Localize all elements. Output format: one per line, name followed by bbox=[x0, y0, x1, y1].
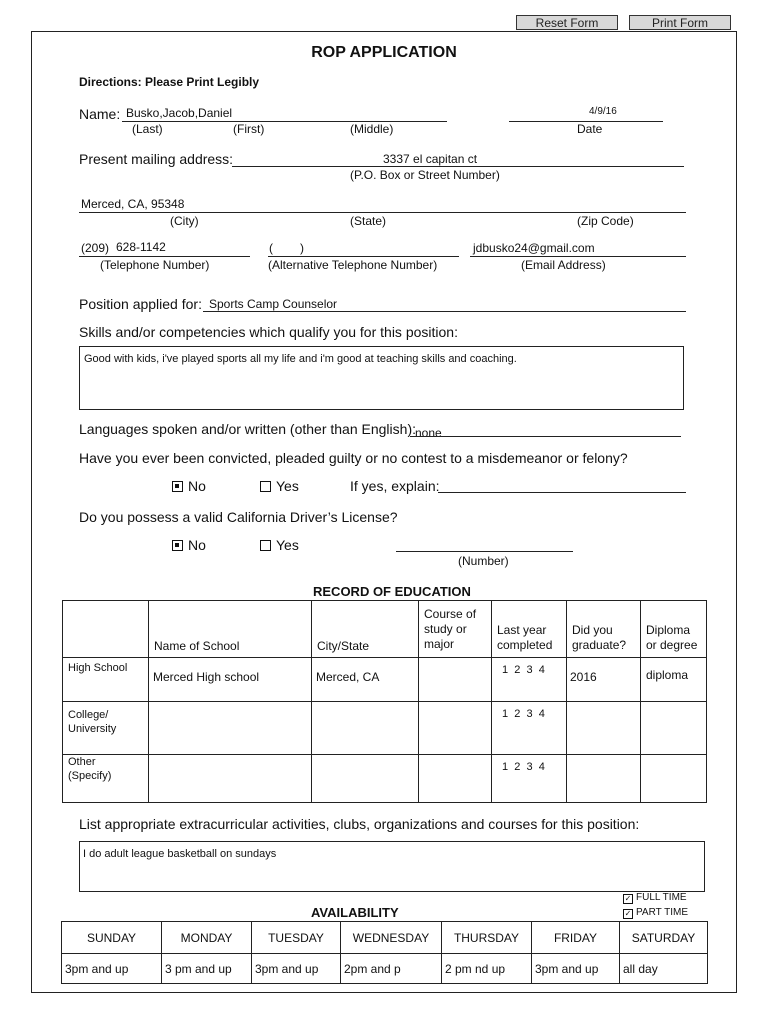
row-type: Other (Specify) bbox=[68, 756, 112, 782]
caption-date: Date bbox=[577, 122, 603, 136]
conviction-no-checkbox[interactable] bbox=[172, 481, 183, 492]
skills-textarea[interactable] bbox=[79, 346, 684, 410]
part-time-option[interactable]: ✓ PART TIME bbox=[624, 907, 689, 918]
day-saturday: SATURDAY bbox=[620, 922, 708, 954]
caption-first: (First) bbox=[233, 122, 265, 136]
name-label: Name: bbox=[79, 106, 121, 122]
city-state-input[interactable]: Merced, CA bbox=[316, 670, 380, 684]
languages-input[interactable]: none bbox=[415, 426, 442, 440]
activities-value: I do adult league basketball on sundays bbox=[83, 848, 277, 860]
time-sunday[interactable]: 3pm and up bbox=[62, 954, 162, 984]
activities-label: List appropriate extracurricular activities, clubs, organizations and courses for this position: bbox=[79, 816, 640, 832]
last-year-options[interactable]: 1 2 3 4 bbox=[502, 761, 545, 773]
table-row bbox=[63, 702, 707, 755]
caption-street: (P.O. Box or Street Number) bbox=[350, 168, 500, 182]
skills-label: Skills and/or competencies which qualify you for this position: bbox=[79, 324, 458, 340]
conviction-question: Have you ever been convicted, pleaded guilty or no contest to a misdemeanor or felony? bbox=[79, 450, 628, 466]
caption-zip: (Zip Code) bbox=[577, 214, 634, 228]
table-row bbox=[63, 658, 707, 702]
header-graduate: Did you graduate? bbox=[572, 623, 627, 652]
explain-input[interactable] bbox=[438, 492, 686, 493]
page-title: ROP APPLICATION bbox=[311, 44, 457, 61]
header-course: Course of study or major bbox=[424, 607, 477, 651]
full-time-option[interactable]: ✓ FULL TIME bbox=[624, 892, 687, 903]
day-sunday: SUNDAY bbox=[62, 922, 162, 954]
time-saturday[interactable]: all day bbox=[620, 954, 708, 984]
row-type: High School bbox=[68, 662, 128, 674]
caption-city: (City) bbox=[170, 214, 199, 228]
print-form-button[interactable]: Print Form bbox=[629, 15, 731, 30]
availability-heading: AVAILABILITY bbox=[311, 905, 399, 920]
position-label: Position applied for: bbox=[79, 296, 202, 312]
languages-label: Languages spoken and/or written (other than English): bbox=[79, 421, 416, 437]
license-yes-checkbox[interactable] bbox=[260, 540, 271, 551]
conviction-yes-option[interactable]: Yes bbox=[260, 478, 299, 494]
header-last-year: Last year completed bbox=[497, 623, 553, 652]
time-thursday[interactable]: 2 pm nd up bbox=[442, 954, 532, 984]
caption-last: (Last) bbox=[132, 122, 163, 136]
license-no-option[interactable]: No bbox=[172, 537, 206, 553]
name-input[interactable]: Busko,Jacob,Daniel bbox=[126, 106, 233, 120]
time-tuesday[interactable]: 3pm and up bbox=[252, 954, 341, 984]
day-thursday: THURSDAY bbox=[442, 922, 532, 954]
header-diploma: Diploma or degree bbox=[646, 623, 698, 652]
date-input[interactable]: 4/9/16 bbox=[589, 106, 617, 117]
part-time-checkbox[interactable]: ✓ bbox=[624, 909, 632, 918]
explain-label: If yes, explain: bbox=[350, 478, 440, 494]
header-school: Name of School bbox=[154, 639, 240, 653]
availability-table bbox=[61, 921, 708, 984]
table-row bbox=[63, 755, 707, 803]
day-tuesday: TUESDAY bbox=[252, 922, 341, 954]
position-input[interactable]: Sports Camp Counselor bbox=[209, 297, 338, 311]
time-wednesday[interactable]: 2pm and p bbox=[341, 954, 442, 984]
license-no-checkbox[interactable] bbox=[172, 540, 183, 551]
caption-alt-phone: (Alternative Telephone Number) bbox=[268, 258, 438, 272]
diploma-input[interactable]: diploma bbox=[646, 668, 689, 682]
address-label: Present mailing address: bbox=[79, 151, 234, 167]
phone-area[interactable]: (209) bbox=[81, 241, 110, 255]
email-input[interactable]: jdbusko24@gmail.com bbox=[473, 241, 595, 255]
day-monday: MONDAY bbox=[162, 922, 252, 954]
alt-phone-open[interactable]: ( bbox=[269, 241, 273, 255]
last-year-options[interactable]: 1 2 3 4 bbox=[502, 708, 545, 720]
time-monday[interactable]: 3 pm and up bbox=[162, 954, 252, 984]
activities-textarea[interactable] bbox=[79, 841, 705, 892]
reset-form-button[interactable]: Reset Form bbox=[516, 15, 618, 30]
phone-input[interactable]: 628-1142 bbox=[116, 240, 166, 254]
header-city: City/State bbox=[317, 639, 370, 653]
city-input[interactable]: Merced, CA, 95348 bbox=[81, 197, 185, 211]
day-friday: FRIDAY bbox=[532, 922, 620, 954]
street-input[interactable]: 3337 el capitan ct bbox=[383, 152, 478, 166]
row-type: College/ University bbox=[68, 709, 117, 735]
caption-number: (Number) bbox=[458, 554, 509, 568]
full-time-checkbox[interactable]: ✓ bbox=[624, 894, 632, 903]
day-wednesday: WEDNESDAY bbox=[341, 922, 442, 954]
caption-email: (Email Address) bbox=[521, 258, 606, 272]
alt-phone-close: ) bbox=[300, 241, 304, 255]
license-yes-option[interactable]: Yes bbox=[260, 537, 299, 553]
graduate-input[interactable]: 2016 bbox=[570, 670, 597, 684]
education-table bbox=[62, 600, 707, 803]
education-heading: RECORD OF EDUCATION bbox=[313, 584, 471, 599]
last-year-options[interactable]: 1 2 3 4 bbox=[502, 664, 545, 676]
caption-middle: (Middle) bbox=[350, 122, 394, 136]
license-question: Do you possess a valid California Driver’s License? bbox=[79, 509, 398, 525]
license-number-input[interactable] bbox=[396, 551, 573, 552]
school-input[interactable]: Merced High school bbox=[153, 670, 260, 684]
time-friday[interactable]: 3pm and up bbox=[532, 954, 620, 984]
caption-phone: (Telephone Number) bbox=[100, 258, 210, 272]
skills-value: Good with kids, i've played sports all my life and i'm good at teaching skills and coaching. bbox=[84, 353, 517, 365]
conviction-no-option[interactable]: No bbox=[172, 478, 206, 494]
conviction-yes-checkbox[interactable] bbox=[260, 481, 271, 492]
caption-state: (State) bbox=[350, 214, 387, 228]
directions: Directions: Please Print Legibly bbox=[79, 75, 260, 89]
